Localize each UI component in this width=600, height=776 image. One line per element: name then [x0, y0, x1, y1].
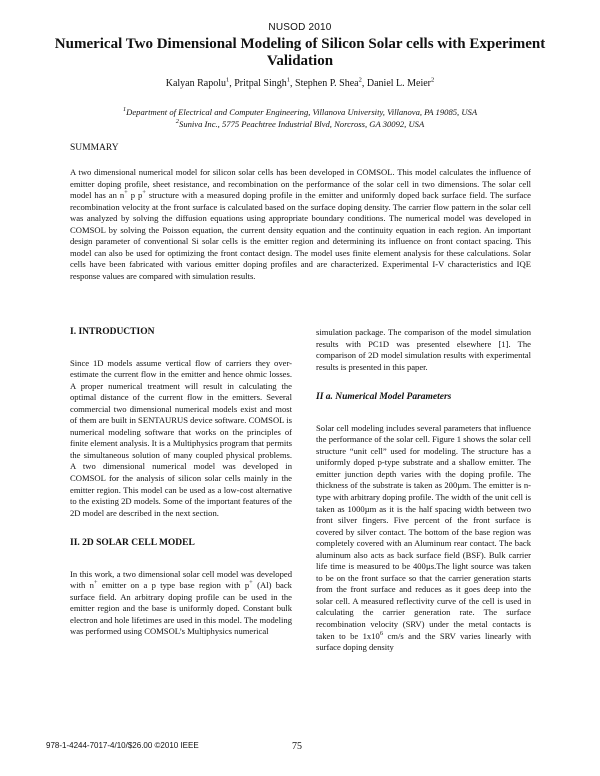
summary-text: p p [127, 190, 143, 201]
left-column [70, 327, 292, 638]
author-name: Pritpal Singh [234, 78, 287, 89]
affiliation-text: Department of Electrical and Computer Engineering, Villanova University, Villanova, PA 19085, USA [126, 107, 478, 117]
superscript: + [93, 579, 98, 587]
superscript: 6 [379, 629, 384, 637]
author-sup: 2 [431, 76, 435, 84]
author-sup: 1 [226, 76, 230, 84]
paragraph-text: In this work, a two dimensional solar cell model was developed with n [70, 568, 292, 591]
superscript: + [142, 189, 146, 197]
superscript: + [249, 579, 253, 587]
author-name: Stephen P. Shea [295, 78, 359, 89]
superscript: + [124, 189, 128, 197]
paragraph-text: Solar cell modeling includes several parameters that influence the performance of the solar cell. Figure 1 shows the solar cell structure “unit cell” used for modeling. The structure has a uniformly doped p-type substrate and a shallow emitter. The emitter junction depth varies with the doping profile. The thickness of the substrate is taken as 200µm. The emitter is n-type with arbitrary doping profile. The width of the unit cell is taken as 1000µm as it is the half spacing width between two front silver fingers. Five percent of the front surface is covered by silver contact. The bottom of the base region was completely covered with an Aluminum rear contact. The back aluminum also acts as back surface field (BSF). Bulk carrier life time is measured to be 400µs.The light source was taken to be on the front surface so that the carrier generation starts from the front surface and reduces as it goes deep into the solar cell. A measured reflectivity curve of the cell is used in calculating the carrier generation rate. The surface recombination velocity (SRV) under the metal contacts is taken to be 1x10 [316, 422, 531, 641]
author-sup: 2 [358, 76, 362, 84]
summary-text: structure with a measured doping profile in the emitter and uniformly doped back surface field. The surface recombination velocity at the front surface is calculated based on the surface doping density. The carrier flow pattern in the solar cell was analyzed by solving the diffusion equations using appropriate boundary conditions. The numerical model was developed in COMSOL by solving the Poisson equation, the current density equation and the continuity equation in each region. An important design parameter of conventional Si solar cells is the emitter region and determining its influence on front contact spacing. This model can also be used for optimizing the front contact design. The model uses finite element analysis for these calculations. Solar cells have been fabricated with various emitter doping profiles and are characterized. Experimental I-V characteristics and IQE response values are compared with simulation results. [70, 190, 531, 281]
model-paragraph [70, 569, 292, 638]
introduction-paragraph: Since 1D models assume vertical flow of carriers they over-estimate the current flow in the emitter and hence ohmic losses. A proper numerical treatment will result in calculating the optimal distance of the current flow in the emitters. Several commercial two dimensional numerical models exist and most of them are built in SENTAURUS device software. COMSOL is numerical modeling software that works on the principles of finite element analysis. It is a Multiphysics program that permits the simultaneous solution of many coupled physical problems. A two dimensional numerical model was developed in COMSOL for the analysis of silicon solar cells mainly in the emitter region. This model can be used as a low-cost alternative to the existing 2D models. Some of the important features of the 2D model are described in the next section. [70, 357, 292, 518]
author-name: Daniel L. Meier [366, 78, 432, 89]
paragraph-text: cm/s and the SRV varies linearly with surface doping density [316, 630, 531, 653]
author-sup: 1 [286, 76, 291, 84]
author-name: Kalyan Rapolu [165, 78, 226, 89]
conference-header: NUSOD 2010 [268, 22, 332, 33]
subsection-heading-parameters: II a. Numerical Model Parameters [316, 392, 452, 403]
paper-title: Numerical Two Dimensional Modeling of Silicon Solar cells with Experiment Validation [54, 36, 546, 69]
continued-paragraph: simulation package. The comparison of the model simulation results with PC1D was presented elsewhere [1]. The comparison of 2D model simulation results with experimental results is presented in this paper. [316, 327, 531, 372]
paragraph-text: (Al) back surface field. An arbitrary doping profile can be used in the emitter region and the base is uniformly doped. Constant bulk electron and hole lifetimes are used in this model. The modeling was performed using COMSOL’s Multiphysics numerical [70, 580, 292, 637]
section-heading-introduction: I. INTRODUCTION [70, 327, 155, 337]
paragraph-text: emitter on a p type base region with p [97, 580, 250, 591]
summary-body [70, 167, 531, 282]
summary-heading: SUMMARY [70, 143, 119, 153]
summary-text: A two dimensional numerical model for silicon solar cells has been developed in COMSOL. This model calculates the influence of emitter doping profile, sheet resistance, and recombination on the performance of the solar cell in two dimensions. The solar cell model has an n [70, 167, 531, 201]
affiliation-1 [0, 107, 600, 117]
affiliation-2 [0, 119, 600, 129]
section-heading-2d-model: II. 2D SOLAR CELL MODEL [70, 538, 195, 549]
page-number: 75 [292, 741, 302, 752]
right-column [316, 327, 531, 654]
affiliation-sup: 2 [175, 118, 180, 126]
parameters-paragraph [316, 423, 531, 654]
footer-isbn: 978-1-4244-7017-4/10/$26.00 ©2010 IEEE [46, 741, 199, 750]
author-list: Kalyan Rapolu$^1$, Pritpal Singh$^1$, Stephen P. Shea$^2$, Daniel L. Meier$^2$ [165, 76, 435, 89]
affiliation-text: Suniva Inc., 5775 Peachtree Industrial Blvd, Norcross, GA 30092, USA [179, 119, 425, 129]
affiliation-sup: 1 [122, 106, 127, 114]
